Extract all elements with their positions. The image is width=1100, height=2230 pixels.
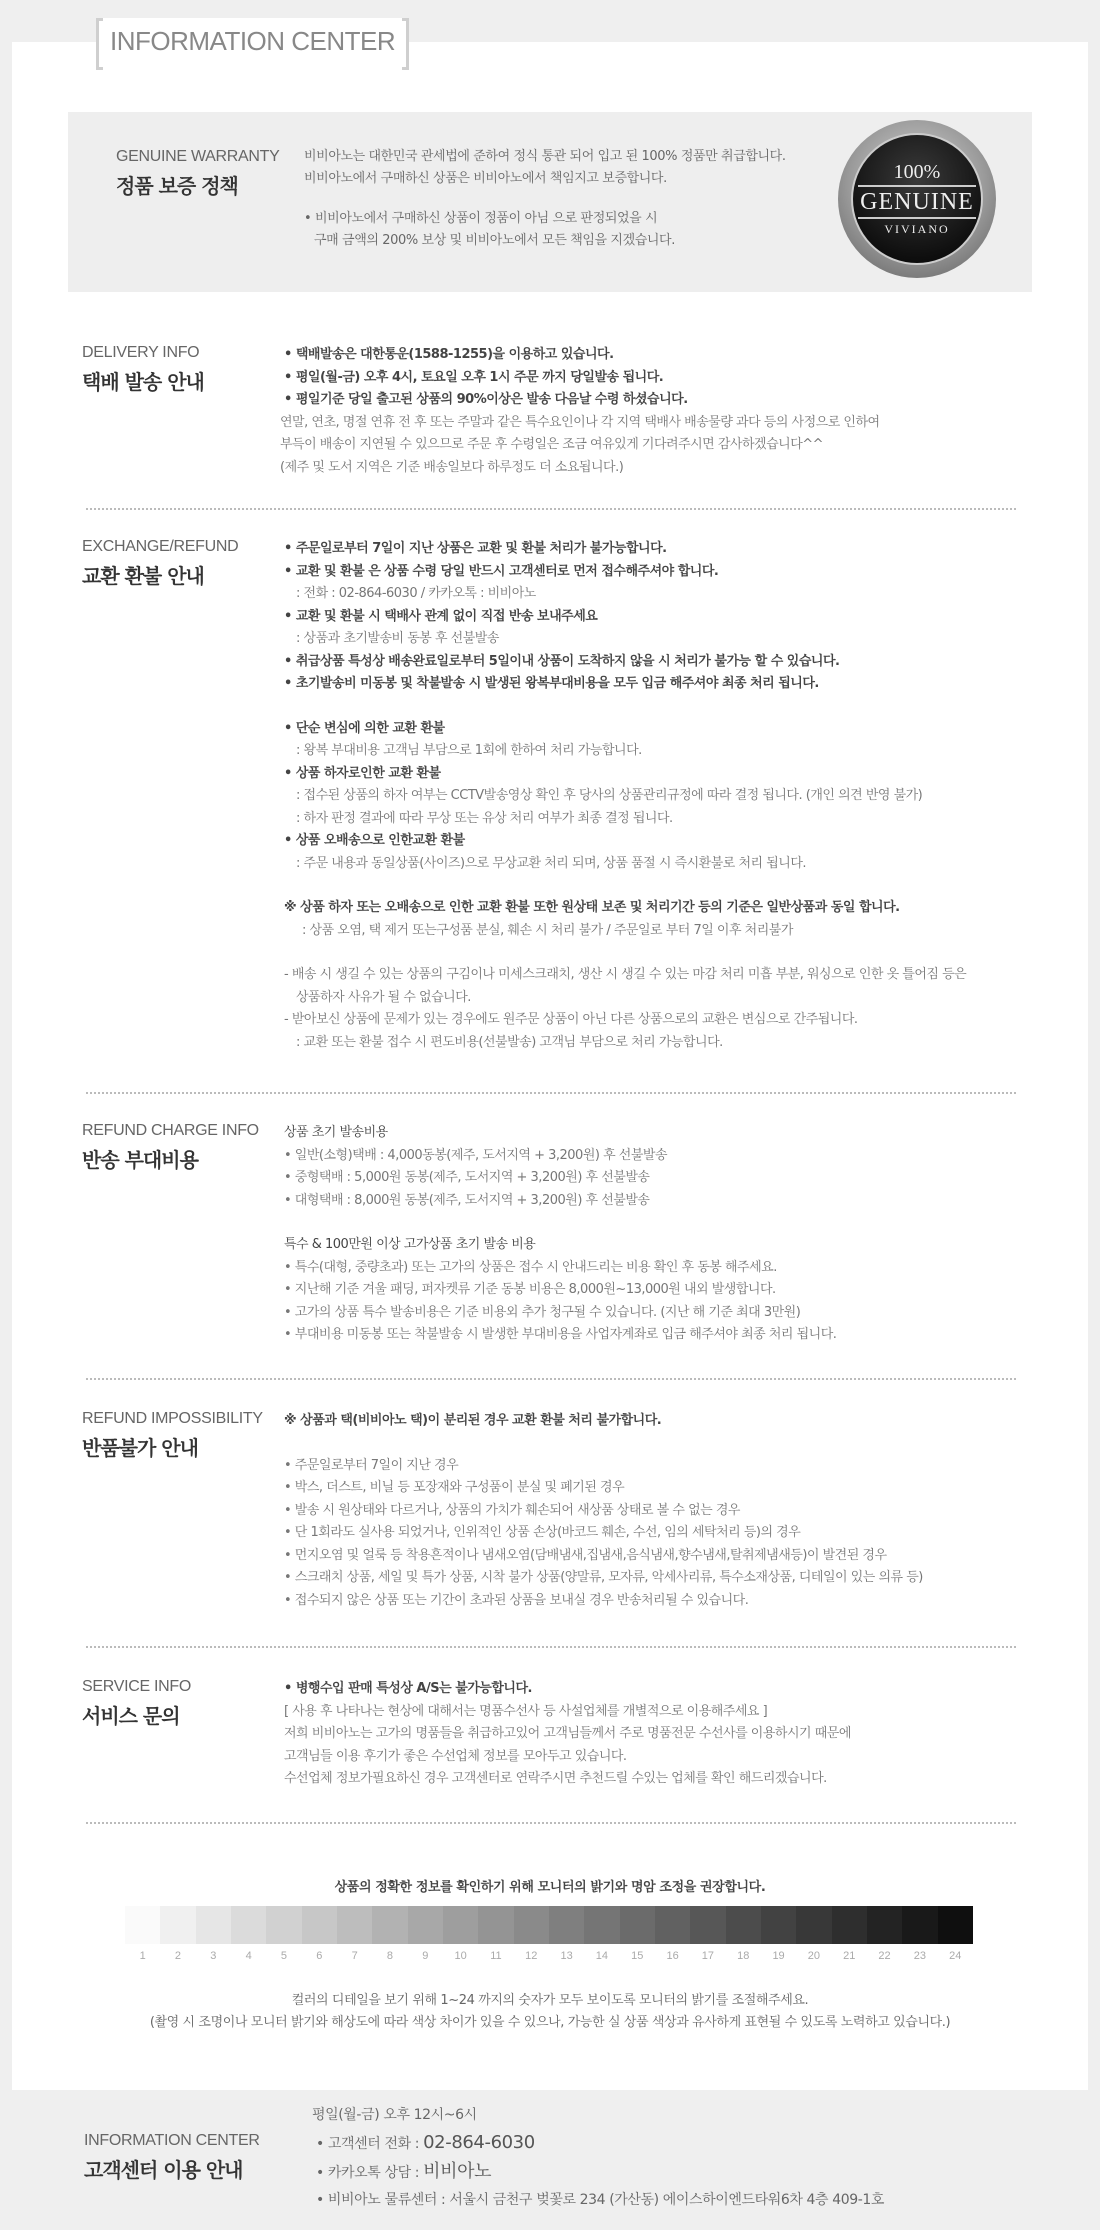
brightness-number: 18 xyxy=(737,1950,750,1962)
service-line: 고객님들 이용 후기가 좋은 수선업체 정보를 모아두고 있습니다. xyxy=(284,1748,627,1764)
impossibility-item: • 먼지오염 및 얼룩 등 착용흔적이나 냄새오염(담배냄새,집냄새,음식냄새,향수냄새,탈취제냄새등)이 발견된 경우 xyxy=(284,1547,887,1563)
brightness-swatch xyxy=(514,1906,549,1944)
badge-genuine: GENUINE xyxy=(858,185,976,219)
warranty-text xyxy=(304,146,844,252)
warranty-heading xyxy=(116,148,280,199)
brightness-swatch xyxy=(796,1906,831,1944)
footer-phone[interactable]: 02-864-6030 xyxy=(423,2132,535,2153)
brightness-swatch xyxy=(620,1906,655,1944)
refund-charge-line: • 지난해 기준 겨울 패딩, 퍼자켓류 기준 동봉 비용은 8,000원~13,000원 내외 발생합니다. xyxy=(284,1282,776,1297)
impossibility-body xyxy=(284,1410,1044,1612)
exchange-line: • 주문일로부터 7일이 지난 상품은 교환 및 환불 처리가 불가능합니다. xyxy=(284,541,667,556)
impossibility-title-en: REFUND IMPOSSIBILITY xyxy=(82,1410,263,1427)
monitor-recommendation: 상품의 정확한 정보를 확인하기 위해 모니터의 밝기와 명암 조정을 권장합니다. xyxy=(334,1880,766,1895)
impossibility-notice: ※ 상품과 택(비비아노 택)이 분리된 경우 교환 환불 처리 불가합니다. xyxy=(284,1413,662,1428)
brightness-number: 17 xyxy=(701,1950,715,1962)
impossibility-item: • 발송 시 원상태와 다르거나, 상품의 가치가 훼손되어 새상품 상태로 볼 수 없는 경우 xyxy=(284,1502,740,1518)
exchange-line: • 상품 하자로인한 교환 환불 xyxy=(284,765,441,781)
refund-charge-subtitle: 특수 & 100만원 이상 고가상품 초기 발송 비용 xyxy=(284,1237,536,1252)
delivery-heading xyxy=(82,344,282,395)
brightness-scale xyxy=(125,1906,973,1944)
exchange-line: : 전화 : 02-864-6030 / 카카오톡 : 비비아노 xyxy=(296,586,536,601)
refund-charge-heading xyxy=(82,1122,282,1173)
footer-kakao-row xyxy=(312,2158,884,2187)
genuine-badge xyxy=(838,120,996,278)
delivery-body xyxy=(280,344,1044,479)
brightness-number: 6 xyxy=(316,1950,323,1962)
monitor-note: (촬영 시 조명이나 모니터 밝기와 해상도에 따라 색상 차이가 있을 수 있으나, 가능한 실 상품 색상과 유사하게 표현될 수 있도록 노력하고 있습니다.) xyxy=(149,2015,951,2030)
brightness-swatch xyxy=(266,1906,301,1944)
footer-heading xyxy=(84,2132,260,2183)
exchange-line: • 상품 오배송으로 인한교환 환불 xyxy=(284,833,465,848)
delivery-line: • 평일(월-금) 오후 4시, 토요일 오후 1시 주문 까지 당일발송 됩니다. xyxy=(284,369,664,385)
footer-body xyxy=(312,2102,884,2214)
refund-charge-title-en: REFUND CHARGE INFO xyxy=(82,1122,259,1139)
exchange-line: : 접수된 상품의 하자 여부는 CCTV발송영상 확인 후 당사의 상품관리규정에 따라 결정 됩니다. (개인 의견 반영 불가) xyxy=(296,788,923,803)
brightness-number: 10 xyxy=(454,1950,467,1962)
brightness-swatch xyxy=(726,1906,761,1944)
divider xyxy=(86,1378,1016,1380)
brightness-scale-numbers xyxy=(125,1950,973,1962)
delivery-line: (제주 및 도서 지역은 기준 배송일보다 하루정도 더 소요됩니다.) xyxy=(280,459,624,475)
brightness-swatch xyxy=(902,1906,937,1944)
exchange-line: : 교환 또는 환불 접수 시 편도비용(선불발송) 고객님 부담으로 처리 가능합니다. xyxy=(296,1034,723,1050)
brightness-number: 23 xyxy=(913,1950,926,1962)
impossibility-heading xyxy=(82,1410,282,1461)
footer-kakao-label: • 카카오톡 상담 : xyxy=(316,2165,424,2181)
brightness-swatch xyxy=(160,1906,195,1944)
monitor-note: 컬러의 디테일을 보기 위해 1~24 까지의 숫자가 모두 보이도록 모니터의 밝기를 조절해주세요. xyxy=(291,1993,809,2008)
brightness-number: 14 xyxy=(595,1950,609,1962)
exchange-line: : 상품 오염, 택 제거 또는구성품 분실, 훼손 시 처리 불가 / 주문일로 부터 7일 이후 처리불가 xyxy=(302,922,793,938)
brightness-number: 2 xyxy=(174,1950,182,1962)
footer-phone-label: • 고객센터 전화 : xyxy=(316,2136,424,2152)
exchange-line: : 주문 내용과 동일상품(사이즈)으로 무상교환 처리 되며, 상품 품절 시 즉시환불로 처리 됩니다. xyxy=(296,855,807,871)
refund-charge-title-ko: 반송 부대비용 xyxy=(82,1148,198,1172)
page-title: INFORMATION CENTER xyxy=(110,26,396,56)
brightness-swatch xyxy=(761,1906,796,1944)
brightness-swatch xyxy=(867,1906,902,1944)
exchange-title-ko: 교환 환불 안내 xyxy=(82,564,204,588)
exchange-line: : 하자 판정 결과에 따라 무상 또는 유상 처리 여부가 최종 결정 됩니다. xyxy=(296,810,673,826)
footer-title-en: INFORMATION CENTER xyxy=(84,2132,260,2149)
impossibility-item: • 접수되지 않은 상품 또는 기간이 초과된 상품을 보내실 경우 반송처리될 수 있습니다. xyxy=(284,1592,749,1608)
exchange-line: • 취급상품 특성상 배송완료일로부터 5일이내 상품이 도착하지 않을 시 처리가 불가능 할 수 있습니다. xyxy=(284,653,840,669)
service-body xyxy=(284,1678,1044,1791)
brightness-swatch xyxy=(478,1906,513,1944)
brightness-number: 8 xyxy=(386,1950,394,1962)
brightness-swatch xyxy=(372,1906,407,1944)
impossibility-item: • 주문일로부터 7일이 지난 경우 xyxy=(284,1457,459,1473)
warranty-line: • 비비아노에서 구매하신 상품이 정품이 아님 으로 판정되었을 시 xyxy=(304,211,658,226)
service-line: 수선업체 정보가필요하신 경우 고객센터로 연락주시면 추천드릴 수있는 업체를 확인 해드리겠습니다. xyxy=(284,1771,827,1786)
exchange-line: ※ 상품 하자 또는 오배송으로 인한 교환 환불 또한 원상태 보존 및 처리기간 등의 기준은 일반상품과 동일 합니다. xyxy=(284,900,900,915)
brightness-swatch xyxy=(337,1906,372,1944)
warranty-section xyxy=(68,112,1032,292)
service-line: • 병행수입 판매 특성상 A/S는 불가능합니다. xyxy=(284,1681,532,1696)
exchange-line: : 상품과 초기발송비 동봉 후 선불발송 xyxy=(296,631,499,646)
brightness-number: 3 xyxy=(210,1950,217,1962)
exchange-line: • 단순 변심에 의한 교환 환불 xyxy=(284,720,445,736)
badge-percent: 100% xyxy=(893,161,941,183)
brightness-number: 7 xyxy=(351,1950,358,1962)
exchange-line: - 배송 시 생길 수 있는 상품의 구김이나 미세스크래치, 생산 시 생길 수 있는 마감 처리 미흡 부분, 워싱으로 인한 옷 틀어짐 등은 xyxy=(284,967,967,982)
impossibility-item: • 박스, 더스트, 비닐 등 포장재와 구성품이 분실 및 폐기된 경우 xyxy=(284,1480,625,1495)
exchange-line: : 왕복 부대비용 고객님 부담으로 1회에 한하여 처리 가능합니다. xyxy=(296,743,642,758)
brightness-swatch xyxy=(302,1906,337,1944)
warranty-line: 비비아노는 대한민국 관세법에 준하여 정식 통관 되어 입고 된 100% 정품만 취급합니다. xyxy=(304,149,786,164)
brightness-number: 13 xyxy=(560,1950,573,1962)
exchange-title-en: EXCHANGE/REFUND xyxy=(82,538,239,555)
impossibility-item: • 스크래치 상품, 세일 및 특가 상품, 시착 불가 상품(양말류, 모자류, 악세사리류, 특수소재상품, 디테일이 있는 의류 등) xyxy=(284,1570,923,1585)
exchange-line: • 교환 및 환불 시 택배사 관계 없이 직접 반송 보내주세요 xyxy=(284,608,598,624)
brightness-swatch xyxy=(231,1906,266,1944)
footer-phone-row xyxy=(312,2129,884,2158)
refund-charge-body xyxy=(284,1122,1044,1347)
footer-hours: 평일(월-금) 오후 12시~6시 xyxy=(312,2107,477,2123)
brightness-swatch xyxy=(408,1906,443,1944)
badge-brand: VIVIANO xyxy=(884,222,950,236)
brightness-number: 19 xyxy=(772,1950,785,1962)
brightness-number: 4 xyxy=(245,1950,252,1962)
footer-kakao: 비비아노 xyxy=(423,2161,492,2182)
brightness-number: 21 xyxy=(843,1950,856,1962)
refund-charge-line: • 부대비용 미동봉 또는 착불발송 시 발생한 부대비용을 사업자계좌로 입금 해주셔야 최종 처리 됩니다. xyxy=(284,1327,837,1342)
brightness-swatch xyxy=(584,1906,619,1944)
delivery-line: • 평일기준 당일 출고된 상품의 90%이상은 발송 다음날 수령 하셨습니다. xyxy=(284,392,688,407)
warranty-line: 비비아노에서 구매하신 상품은 비비아노에서 책임지고 보증합니다. xyxy=(304,171,667,186)
brightness-swatch xyxy=(549,1906,584,1944)
warranty-title-en: GENUINE WARRANTY xyxy=(116,148,280,165)
brightness-number: 1 xyxy=(139,1950,146,1962)
exchange-line: • 교환 및 환불 은 상품 수령 당일 반드시 고객센터로 먼저 접수해주셔야 합니다. xyxy=(284,563,719,579)
brightness-number: 11 xyxy=(490,1950,502,1962)
exchange-line: 상품하자 사유가 될 수 없습니다. xyxy=(296,989,471,1005)
footer xyxy=(0,2090,1100,2230)
delivery-line: 부득이 배송이 지연될 수 있으므로 주문 후 수령일은 조금 여유있게 기다려주시면 감사하겠습니다^^ xyxy=(280,437,824,452)
delivery-line: • 택배발송은 대한통운(1588-1255)을 이용하고 있습니다. xyxy=(284,347,614,362)
refund-charge-subtitle: 상품 초기 발송비용 xyxy=(284,1125,388,1140)
brightness-number: 9 xyxy=(422,1950,429,1962)
brightness-swatch xyxy=(655,1906,690,1944)
service-heading xyxy=(82,1678,282,1729)
service-line: [ 사용 후 나타나는 현상에 대해서는 명품수선사 등 사설업체를 개별적으로 이용해주세요 ] xyxy=(284,1703,768,1719)
brightness-number: 5 xyxy=(280,1950,288,1962)
brightness-swatch xyxy=(125,1906,160,1944)
impossibility-item: • 단 1회라도 실사용 되었거나, 인위적인 상품 손상(바코드 훼손, 수선, 임의 세탁처리 등)의 경우 xyxy=(284,1525,801,1540)
brightness-number: 15 xyxy=(631,1950,644,1962)
brightness-swatch xyxy=(690,1906,725,1944)
footer-address: • 비비아노 물류센터 : 서울시 금천구 벚꽃로 234 (가산동) 에이스하이엔드타워6차 4층 409-1호 xyxy=(316,2192,885,2208)
brightness-swatch xyxy=(938,1906,973,1944)
service-title-en: SERVICE INFO xyxy=(82,1678,192,1695)
service-line: 저희 비비아노는 고가의 명품들을 취급하고있어 고객님들께서 주로 명품전문 수선사를 이용하시기 때문에 xyxy=(284,1726,851,1741)
brightness-number: 24 xyxy=(949,1950,962,1962)
divider xyxy=(86,1822,1016,1824)
impossibility-title-ko: 반품불가 안내 xyxy=(82,1436,198,1460)
divider xyxy=(86,1646,1016,1648)
brightness-swatch xyxy=(443,1906,478,1944)
brightness-number: 16 xyxy=(666,1950,679,1962)
delivery-title-en: DELIVERY INFO xyxy=(82,344,200,361)
refund-charge-line: • 일반(소형)택배 : 4,000동봉(제주, 도서지역 + 3,200원) 후 선불발송 xyxy=(284,1147,668,1163)
page-title-box xyxy=(96,18,409,64)
exchange-line: • 초기발송비 미동봉 및 착불발송 시 발생된 왕복부대비용을 모두 입금 해주셔야 최종 처리 됩니다. xyxy=(284,676,819,691)
brightness-number: 20 xyxy=(807,1950,821,1962)
brightness-swatch xyxy=(832,1906,867,1944)
refund-charge-line: • 특수(대형, 중량초과) 또는 고가의 상품은 접수 시 안내드리는 비용 확인 후 동봉 해주세요. xyxy=(284,1259,777,1275)
exchange-line: - 받아보신 상품에 문제가 있는 경우에도 원주문 상품이 아닌 다른 상품으로의 교환은 변심으로 간주됩니다. xyxy=(284,1012,858,1027)
delivery-line: 연말, 연초, 명절 연휴 전 후 또는 주말과 같은 특수요인이나 각 지역 택배사 배송물량 과다 등의 사정으로 인하여 xyxy=(280,414,880,430)
delivery-title-ko: 택배 발송 안내 xyxy=(82,370,204,394)
divider xyxy=(86,1092,1016,1094)
exchange-body xyxy=(284,538,1044,1054)
service-title-ko: 서비스 문의 xyxy=(82,1704,180,1728)
footer-title-ko: 고객센터 이용 안내 xyxy=(84,2158,243,2182)
refund-charge-line: • 중형택배 : 5,000원 동봉(제주, 도서지역 + 3,200원) 후 선불발송 xyxy=(284,1170,650,1185)
refund-charge-line: • 고가의 상품 특수 발송비용은 기준 비용외 추가 청구될 수 있습니다. (지난 해 기준 최대 3만원) xyxy=(284,1304,801,1320)
brightness-number: 12 xyxy=(525,1950,538,1962)
exchange-heading xyxy=(82,538,282,589)
brightness-number: 22 xyxy=(878,1950,891,1962)
divider xyxy=(86,508,1016,510)
warranty-line: 구매 금액의 200% 보상 및 비비아노에서 모든 책임을 지겠습니다. xyxy=(314,233,675,248)
refund-charge-line: • 대형택배 : 8,000원 동봉(제주, 도서지역 + 3,200원) 후 선불발송 xyxy=(284,1192,650,1208)
warranty-title-ko: 정품 보증 정책 xyxy=(116,174,238,198)
brightness-swatch xyxy=(196,1906,231,1944)
